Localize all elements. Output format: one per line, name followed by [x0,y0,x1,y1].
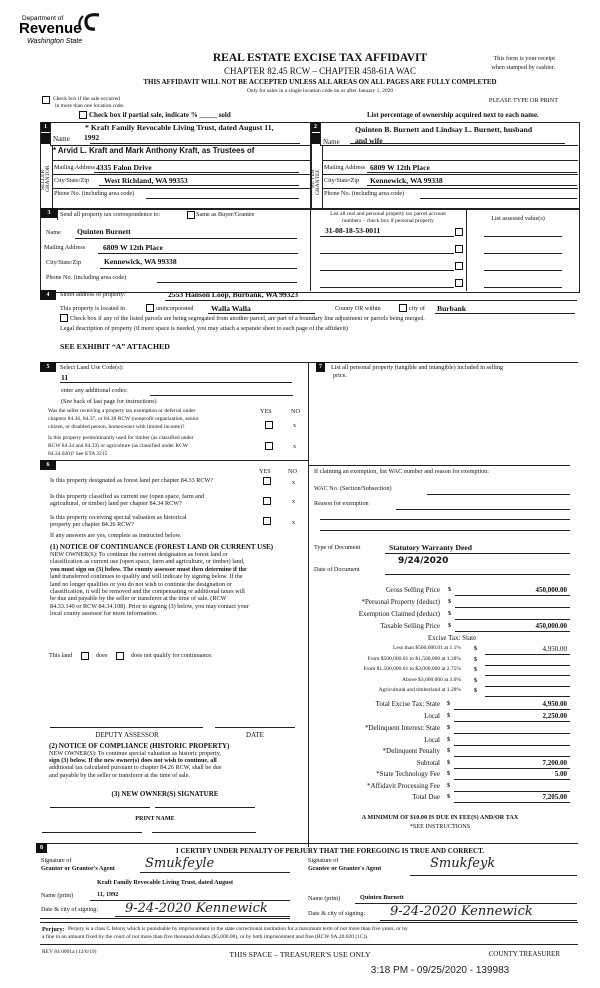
list-percentage-note: List percentage of ownership acquired next to each name. [367,111,539,119]
rule-line [320,236,454,237]
exemption-label: Exemption Claimed (deduct) [358,610,440,618]
seller-name: * Kraft Family Revocable Living Trust, dated August 11, [85,123,274,132]
rule-line [40,922,578,923]
rule-line [75,238,297,239]
notice1-text: 84.33.140 or RCW 84.34.108). Prior to signing (3) below, you may contact your [50,602,249,610]
local-label: Local [424,712,440,720]
certify-statement: I CERTIFY UNDER PENALTY OF PERJURY THAT THE FOREGOING IS TRUE AND CORRECT. [175,847,485,855]
label: County OR within [335,305,381,312]
currency: $ [448,586,452,593]
legal-description: SEE EXHIBIT “A” ATTACHED [60,342,170,351]
currency: $ [447,724,451,731]
section-number: 7 [316,362,325,372]
tier-label: Above $3,000,000 at 3.0% [402,676,461,683]
gross-label: Gross Selling Price [385,586,440,594]
section-number: 6 [40,460,56,470]
rule-line [40,944,578,945]
personal-property-checkbox[interactable] [455,279,463,287]
rule-line [320,287,454,288]
subtotal-value: 7,200.00 [542,759,567,767]
label: NO [291,408,300,415]
rule-line [152,832,256,833]
section-number: 5 [40,362,56,372]
correspondence-mailing: 6809 W 12th Place [103,243,163,252]
grantor-printed-name: 11, 1992 [97,891,119,898]
q1-yes-checkbox[interactable] [265,421,273,429]
question-text: chapters 84.36, 84.37, or 84.38 RCW (nonprofit organization, senior [48,416,199,422]
rule-line [98,253,298,254]
buyer-name: and wife [355,136,383,145]
label: city of [409,305,425,312]
unincorporated-checkbox[interactable] [146,304,154,312]
rule-line [485,686,570,687]
rule-line [215,727,295,728]
rule-line [146,198,299,199]
question-text: Was the seller receiving a property tax exemption or deferral under [48,408,196,414]
notice1-text: land no longer qualifies or you do not wish to continue the designation or [50,580,232,588]
delinq_local-label: Local [424,736,440,744]
deputy-assessor-label: DEPUTY ASSESSOR [95,731,159,739]
rule-line [484,253,562,254]
buyer-city: Kennewick, WA 99338 [370,176,443,185]
divider [466,208,467,291]
rule-line [454,779,570,780]
section-number: 4 [40,290,56,300]
rule-line [322,188,578,189]
treasurer-stamp: 3:18 PM - 09/25/2020 - 139983 [370,965,510,976]
grantor-side-label: GRANTOR [45,165,52,192]
tier-value: 4,950.00 [542,645,567,653]
rule-line [454,791,570,792]
tier-label: Agricultural and timberland at 1.28% [378,687,461,693]
currency: $ [447,770,451,777]
currency: $ [447,736,451,743]
rule-line [454,756,570,757]
q1-no-mark: x [293,422,297,429]
label: Date of Document [314,566,360,573]
city-checkbox[interactable] [399,304,407,312]
rule-line [320,270,454,271]
notice1-text: classification, it will be removed and the compensating or additional taxes will [50,588,245,595]
segregated-checkbox[interactable] [60,314,68,322]
tier-label: Less than $500,000.01 at 1.1% [393,645,461,651]
label: WAC No. (Section/Subsection) [314,485,392,492]
rule-line [454,709,570,710]
rule-line [484,270,562,271]
label: Phone No. (including area code) [54,190,135,197]
type-print-note: PLEASE TYPE OR PRINT [488,97,558,104]
treasurer-use-label: THIS SPACE – TREASURER'S USE ONLY [229,950,371,959]
total-value: 7,205.00 [542,793,567,801]
penalty-label: *Delinquent Penalty [382,747,440,755]
seller-trustees: * Arvid L. Kraft and Mark Anthony Kraft, as Trustees of [53,146,255,155]
question-text: 84.34.020)? See ETA 3215 [48,451,108,457]
rule-line [385,553,570,554]
label: Phone No. (including area code) [46,274,127,281]
local-value: 2,250.00 [542,712,567,720]
rule-line [427,494,570,495]
rule-line [367,185,577,186]
warning-line: THIS AFFIDAVIT WILL NOT BE ACCEPTED UNLESS ALL AREAS ON ALL PAGES ARE FULLY COMPLETED [143,78,497,86]
personal-property-checkbox[interactable] [455,245,463,253]
receipt-note: This form is your receipt [493,55,555,62]
section-marker [311,133,320,144]
rule-line [155,807,255,808]
rule-line [165,300,577,301]
label: NO [288,468,297,475]
label: City/State/Zip [324,177,360,184]
label: This property is located in [60,305,125,312]
rule-line [115,916,290,917]
rule-line [308,362,570,363]
total_state-label: Total Excise Tax: State [375,700,440,708]
grantee-printed-name: Quinten Burnett [360,894,404,901]
rule-line [99,185,299,186]
notice2-text: additional tax calculated pursuant to chapter 84.26 RCW, shall be due [49,764,222,772]
label: price. [333,372,347,379]
land-use-code: 11 [61,373,69,382]
rule-line [50,727,203,728]
multi-loc-label: Check box if the sale occurred [53,96,121,102]
divider [50,122,51,145]
rule-line [454,745,570,746]
partial-sale-checkbox[interactable] [79,111,87,119]
question-text: citizen, or disabled person, homeowner with limited income)? [48,424,185,430]
currency: $ [447,759,451,766]
rule-line [455,595,570,596]
new-owner-signature-label: (3) NEW OWNER(S) SIGNATURE [111,790,219,798]
rule-line [320,145,578,146]
rule-line [322,174,578,175]
label: Mailing Address [44,244,86,251]
divider [322,145,323,208]
divider [310,208,311,291]
label: Date & city of signing: [308,910,366,917]
rule-line [60,382,292,383]
multi-location-checkbox[interactable] [42,96,50,104]
notice1-text: be due and payable by the seller or transferor at the time of sale. (RCW [50,595,227,603]
rule-line [52,160,310,161]
same-as-buyer-checkbox[interactable] [187,211,195,219]
rule-line [435,313,575,314]
label: Select Land Use Code(s): [60,364,124,371]
label: Date & city of signing: [41,906,99,913]
notice1-title: (1) NOTICE OF CONTINUANCE (FOREST LAND OR CURRENT USE) [50,543,274,551]
assessed-header: List assessed value(s) [491,215,545,222]
grantor-printed-name: Kraft Family Revocable Living Trust, dated August [97,879,234,886]
notice2-text: sign (3) below. If the new owner(s) does not wish to continue, all [49,757,217,765]
q2-no-mark: x [293,443,297,450]
subtotal-label: Subtotal [416,759,440,767]
rule-line [40,918,290,919]
county-treasurer-label: COUNTY TREASURER [488,950,560,958]
buyer-name: Quinten B. Burnett and Lindsay L. Burnett, husband [355,125,533,134]
taxable-label: Taxable Selling Price [380,622,440,630]
d2-no-mark: x [292,498,296,505]
seller-city: West Richland, WA 99353 [104,176,188,185]
label: Signature of [308,857,339,864]
rule-line [420,198,577,199]
notice2-text: NEW OWNER(S): To continue special valuation as historic property, [49,750,221,757]
d2-yes-checkbox[interactable] [263,497,271,505]
question-text: Is this property receiving special valuation as historical [50,514,187,521]
currency: $ [448,622,452,629]
processing-label: *Affidavit Processing Fee [367,782,440,790]
label: Signature of [41,857,72,864]
rule-line [484,236,562,237]
multi-loc-label: in more than one location code. [55,103,125,109]
tier-label: From $1,500,000.01 to $3,000,000 at 2.75% [363,666,461,672]
delinq_state-label: *Delinquent Interest: State [364,724,440,732]
rule-line [485,654,570,655]
currency: $ [448,610,452,617]
chapter-line: CHAPTER 82.45 RCW – CHAPTER 458-61A WAC [224,66,416,76]
rule-line [322,160,578,161]
rule-line [455,607,570,608]
label: Grantor or Grantor's Agent [41,865,115,872]
rule-line [94,172,299,173]
d3-no-mark: x [292,519,296,526]
rule-line [100,268,297,269]
notice1-text: classification as current use (open space, farm and agriculture, or timber) land, [50,558,245,566]
notice1-text: local county assessor for more information. [50,610,158,618]
currency: $ [474,676,478,684]
question-text: property per chapter 84.26 RCW? [50,521,135,528]
rule-line [380,920,577,921]
label: List all personal property (tangible and intangible) included in selling [331,364,504,371]
receipt-note: when stamped by cashier. [491,64,555,71]
rule-line [455,619,570,620]
property-city: Burbank [437,304,467,313]
excise-label: Excise Tax: State [427,634,477,642]
dor-logo [17,12,102,48]
d1-yes-checkbox[interactable] [263,477,271,485]
grantee-side-label: GRANTEE [315,169,322,195]
label: Street address of property: [60,291,126,298]
rule-line [485,665,570,666]
parcel-header: numbers – check box if personal property [342,218,434,224]
rule-line [396,509,570,510]
rule-line [150,395,293,396]
tech-value: 5.00 [554,770,567,778]
label: Check box if any of the listed parcels are being segregated from another parcel, are part of a boundary line adjustment or parcels being merged. [70,315,425,322]
rule-line [455,631,570,632]
label: enter any additional codes: [61,387,128,394]
label: Mailing Address [54,164,96,171]
label: does [96,652,108,659]
rule-line [320,253,454,254]
rule-line [42,832,142,833]
currency: $ [474,687,478,694]
d1-no-mark: x [292,479,296,486]
minimum-note: A MINIMUM OF $10.00 IS DUE IN FEE(S) AND/OR TAX [361,814,519,821]
form-revision: REV 84 0001a (12/6/19) [42,949,97,955]
label: Phone No. (including area code) [324,190,405,197]
currency: $ [447,782,451,789]
property-street: 2553 Hanson Loop, Burbank, WA 99323 [168,290,299,299]
see-instructions: *SEE INSTRUCTIONS [409,823,471,830]
seller-mailing: 4335 Falon Drive [96,163,152,172]
label: Same as Buyer/Grantee [196,211,255,218]
section-marker [41,133,50,144]
parcel-header: List all real and personal property tax parcel account [330,211,446,217]
label: does not qualify for continuance. [131,652,213,659]
section-number: 8 [36,843,47,853]
svg-text:Revenue: Revenue [19,20,82,37]
section-number: 3 [41,208,57,218]
does-checkbox[interactable] [81,652,89,660]
rule-line [50,807,150,808]
d3-yes-checkbox[interactable] [263,517,271,525]
section-number: 1 [41,122,50,132]
rule-line [40,460,308,461]
taxable-value: 450,000.00 [535,622,567,630]
correspondence-name: Quinten Burnett [77,227,131,236]
buyer-side-label: BUYER [309,169,316,188]
notice1-text: you must sign on (3) below. The county assessor must then determine if the [50,565,247,573]
seller-side-label: SELLER [39,169,46,190]
rule-line [40,843,578,844]
document-date: 9/24/2020 [398,556,449,566]
perjury-text: Perjury is a class C felony which is punishable by imprisonment in the state correctional institution for a maximum term of not more than five years, or by [68,926,408,932]
personal-label: *Personal Property (deduct) [361,598,440,606]
rule-line [410,875,577,876]
label: YES [259,468,271,475]
divider [308,362,309,847]
question-text: Is this property predominantly used for timber (as classified under [48,435,194,441]
section-number: 2 [311,122,320,132]
label: Name [53,135,70,143]
label: City/State/Zip [54,177,90,184]
currency: $ [448,598,452,605]
grantor-signature: Smukfeyle [145,856,215,871]
notice1-text: land transferred continues to qualify and will indicate by signing below. If the [50,573,243,581]
rule-line [454,733,570,734]
personal-property-checkbox[interactable] [455,262,463,270]
personal-property-checkbox[interactable] [455,228,463,236]
rule-line [90,143,300,144]
label: If claiming an exemption, list WAC number and reason for exemption: [314,468,489,475]
rule-line [485,696,570,697]
currency: $ [447,712,451,719]
q2-yes-checkbox[interactable] [265,442,273,450]
rule-line [367,172,577,173]
rule-line [320,530,570,531]
perjury-text: a fine in an amount fixed by the court of not more than five thousand dollars ($5,000.00), or by both imprisonment and fine (RCW 9A.20.020 (1C)). [42,934,369,940]
label: Send all property tax correspondence to: [60,211,161,218]
seller-name: 1992 [84,133,100,142]
print-name-label: PRINT NAME [135,815,175,822]
label: This land [49,652,73,659]
currency: $ [447,793,451,800]
divider [57,208,58,220]
question-text: Is this property classified as current use (open space, farm and [50,493,205,500]
label: Reason for exemption [314,500,369,507]
label: Grantee or Grantee's Agent [308,865,382,872]
form-title: REAL ESTATE EXCISE TAX AFFIDAVIT [212,52,428,64]
tech-label: *State Technology Fee [376,770,440,778]
label: Legal description of property (if more space is needed, you may attach a separate sheet to each page of the affidavit) [60,325,348,332]
label: If any answers are yes, complete as instructed below. [50,532,182,539]
currency: $ [474,645,478,652]
document-type: Statutory Warranty Deed [389,543,472,552]
currency: $ [447,747,451,754]
rule-line [157,282,297,283]
label: Mailing Address [324,164,366,171]
rule-line [484,287,562,288]
property-county: Walla Walla [211,304,251,313]
notice1-text: NEW OWNER(S): To continue the current designation as forest land or [50,551,228,558]
total_state-value: 4,950.00 [542,700,567,708]
question-text: RCW 84.34 and 84.33) or agriculture (as classified under RCW [48,443,188,449]
currency: $ [447,700,451,707]
label: Perjury: [42,926,65,933]
grantee-signature: Smukfeyk [430,856,496,871]
rule-line [308,465,570,466]
rule-line [454,768,570,769]
only-for-line: Only for sales in a single location code on or after January 1, 2020 [246,88,394,94]
label: YES [260,408,272,415]
rule-line [454,721,570,722]
buyer-mailing: 6809 W 12th Place [370,163,430,172]
question-text: agricultural, or timber) land per chapter 84.34 RCW? [50,500,182,507]
divider [320,122,321,145]
tier-label: From $500,000.01 to $1,500,000 at 1.28% [367,655,461,662]
rule-line [208,313,315,314]
notice2-text: and payable by the seller or transferor at the time of sale. [49,771,190,779]
notice2-title: (2) NOTICE OF COMPLIANCE (HISTORIC PROPERTY) [49,742,230,750]
label: Name (print) [41,892,74,899]
rule-line [454,802,570,803]
label: Name [46,229,61,236]
label: Name [323,138,340,146]
total-label: Total Due [412,793,440,801]
parcel-number: 31-08-18-53-0011 [325,226,381,235]
grantor-date-city: 9-24-2020 Kennewick [125,901,268,916]
rule-line [52,174,310,175]
label: Name (print) [308,895,341,902]
date-label: DATE [246,731,264,739]
grantee-date-city: 9-24-2020 Kennewick [390,904,533,919]
gross-value: 450,000.00 [535,586,567,594]
rule-line [140,872,290,873]
does-not-checkbox[interactable] [116,652,124,660]
correspondence-city: Kennewick, WA 99338 [104,257,177,266]
rule-line [485,675,570,676]
label: (See back of last page for instructions) [61,398,157,405]
partial-sale-label: Check box if partial sale, indicate % _____ sold [89,111,231,119]
currency: $ [474,655,478,663]
currency: $ [474,666,478,673]
rule-line [320,519,570,520]
label: City/State/Zip [46,259,82,266]
rule-line [385,574,570,575]
svg-text:Washington State: Washington State [27,38,83,45]
question-text: Is this property designated as forest land per chapter 84.33 RCW? [50,477,214,484]
svg-text:Department of: Department of [22,15,64,22]
label: unincorporated [156,305,194,312]
rule-line [52,188,310,189]
label: Type of Document [314,544,361,551]
